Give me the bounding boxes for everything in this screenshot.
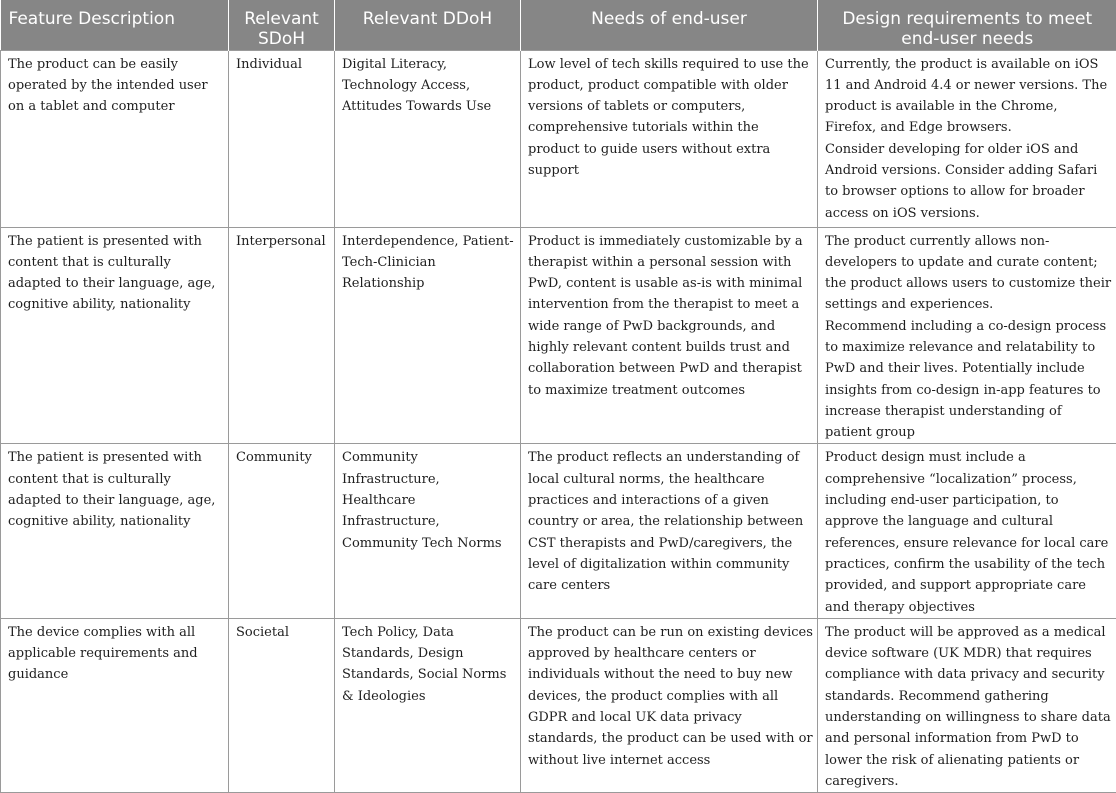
design-paragraph: Product design must include a comprehensive “localization” process, including end-user participation, to approve the language and cultural references, ensure relevance for local care practices, confirm the usability of the tech provided, and support appropriate care and therapy objectives <box>825 447 1112 617</box>
header-relevant-sdoh <box>229 0 335 50</box>
cell-ddoh: Digital Literacy, Technology Access, Attitudes Towards Use <box>335 50 521 227</box>
header-relevant-ddoh: Relevant DDoH <box>335 0 521 50</box>
header-needs-of-end-user: Needs of end-user <box>521 0 818 50</box>
table-row <box>1 444 1116 618</box>
table-row <box>1 50 1116 227</box>
design-paragraph: Consider developing for older iOS and Android versions. Consider adding Safari to browser options to allow for broader access on iOS versions. <box>825 139 1112 224</box>
cell-design <box>818 618 1116 792</box>
header-row <box>1 0 1116 50</box>
cell-design <box>818 444 1116 618</box>
cell-sdoh: Societal <box>229 618 335 792</box>
cell-ddoh: Community Infrastructure, Healthcare Infrastructure, Community Tech Norms <box>335 444 521 618</box>
cell-feature: The patient is presented with content that is culturally adapted to their language, age, cognitive ability, nationality <box>1 227 229 444</box>
cell-needs: The product can be run on existing devices approved by healthcare centers or individuals without the need to buy new devices, the product complies with all GDPR and local UK data privacy standards, the product can be used with or without live internet access <box>521 618 818 792</box>
design-paragraph: Recommend including a co-design process to maximize relevance and relatability to PwD and their lives. Potentially include insights from co-design in-app features to increase therapist understanding of patient group <box>825 316 1112 444</box>
header-line: end-user needs <box>822 29 1113 49</box>
design-paragraph: Currently, the product is available on iOS 11 and Android 4.4 or newer versions. The product is available in the Chrome, Firefox, and Edge browsers. <box>825 54 1112 139</box>
cell-design <box>818 227 1116 444</box>
header-line: SDoH <box>233 29 330 49</box>
table-row <box>1 618 1116 792</box>
cell-sdoh: Individual <box>229 50 335 227</box>
cell-needs: Product is immediately customizable by a therapist within a personal session with PwD, content is usable as-is with minimal intervention from the therapist to meet a wide range of PwD backgrounds, and highly relevant content builds trust and collaboration between PwD and therapist to maximize treatment outcomes <box>521 227 818 444</box>
table-row <box>1 227 1116 444</box>
cell-ddoh: Interdependence, Patient-Tech-Clinician Relationship <box>335 227 521 444</box>
cell-feature: The patient is presented with content that is culturally adapted to their language, age, cognitive ability, nationality <box>1 444 229 618</box>
header-feature-description: Feature Description <box>1 0 229 50</box>
cell-sdoh: Interpersonal <box>229 227 335 444</box>
cell-design <box>818 50 1116 227</box>
cell-needs: Low level of tech skills required to use the product, product compatible with older versions of tablets or computers, comprehensive tutorials within the product to guide users without extra support <box>521 50 818 227</box>
header-line: Design requirements to meet <box>822 9 1113 29</box>
cell-ddoh: Tech Policy, Data Standards, Design Standards, Social Norms & Ideologies <box>335 618 521 792</box>
table-header <box>1 0 1116 50</box>
header-design-requirements <box>818 0 1116 50</box>
cell-sdoh: Community <box>229 444 335 618</box>
cell-feature: The device complies with all applicable requirements and guidance <box>1 618 229 792</box>
design-paragraph: The product will be approved as a medical device software (UK MDR) that requires compliance with data privacy and security standards. Recommend gathering understanding on willingness to share data and personal information from PwD to lower the risk of alienating patients or caregivers. <box>825 622 1112 792</box>
design-paragraph: The product currently allows non-developers to update and curate content; the product allows users to customize their settings and experiences. <box>825 231 1112 316</box>
cell-feature: The product can be easily operated by the intended user on a tablet and computer <box>1 50 229 227</box>
header-line: Relevant <box>233 9 330 29</box>
cell-needs: The product reflects an understanding of local cultural norms, the healthcare practices and interactions of a given country or area, the relationship between CST therapists and PwD/caregivers, the level of digitalization within community care centers <box>521 444 818 618</box>
table-body <box>1 50 1116 793</box>
